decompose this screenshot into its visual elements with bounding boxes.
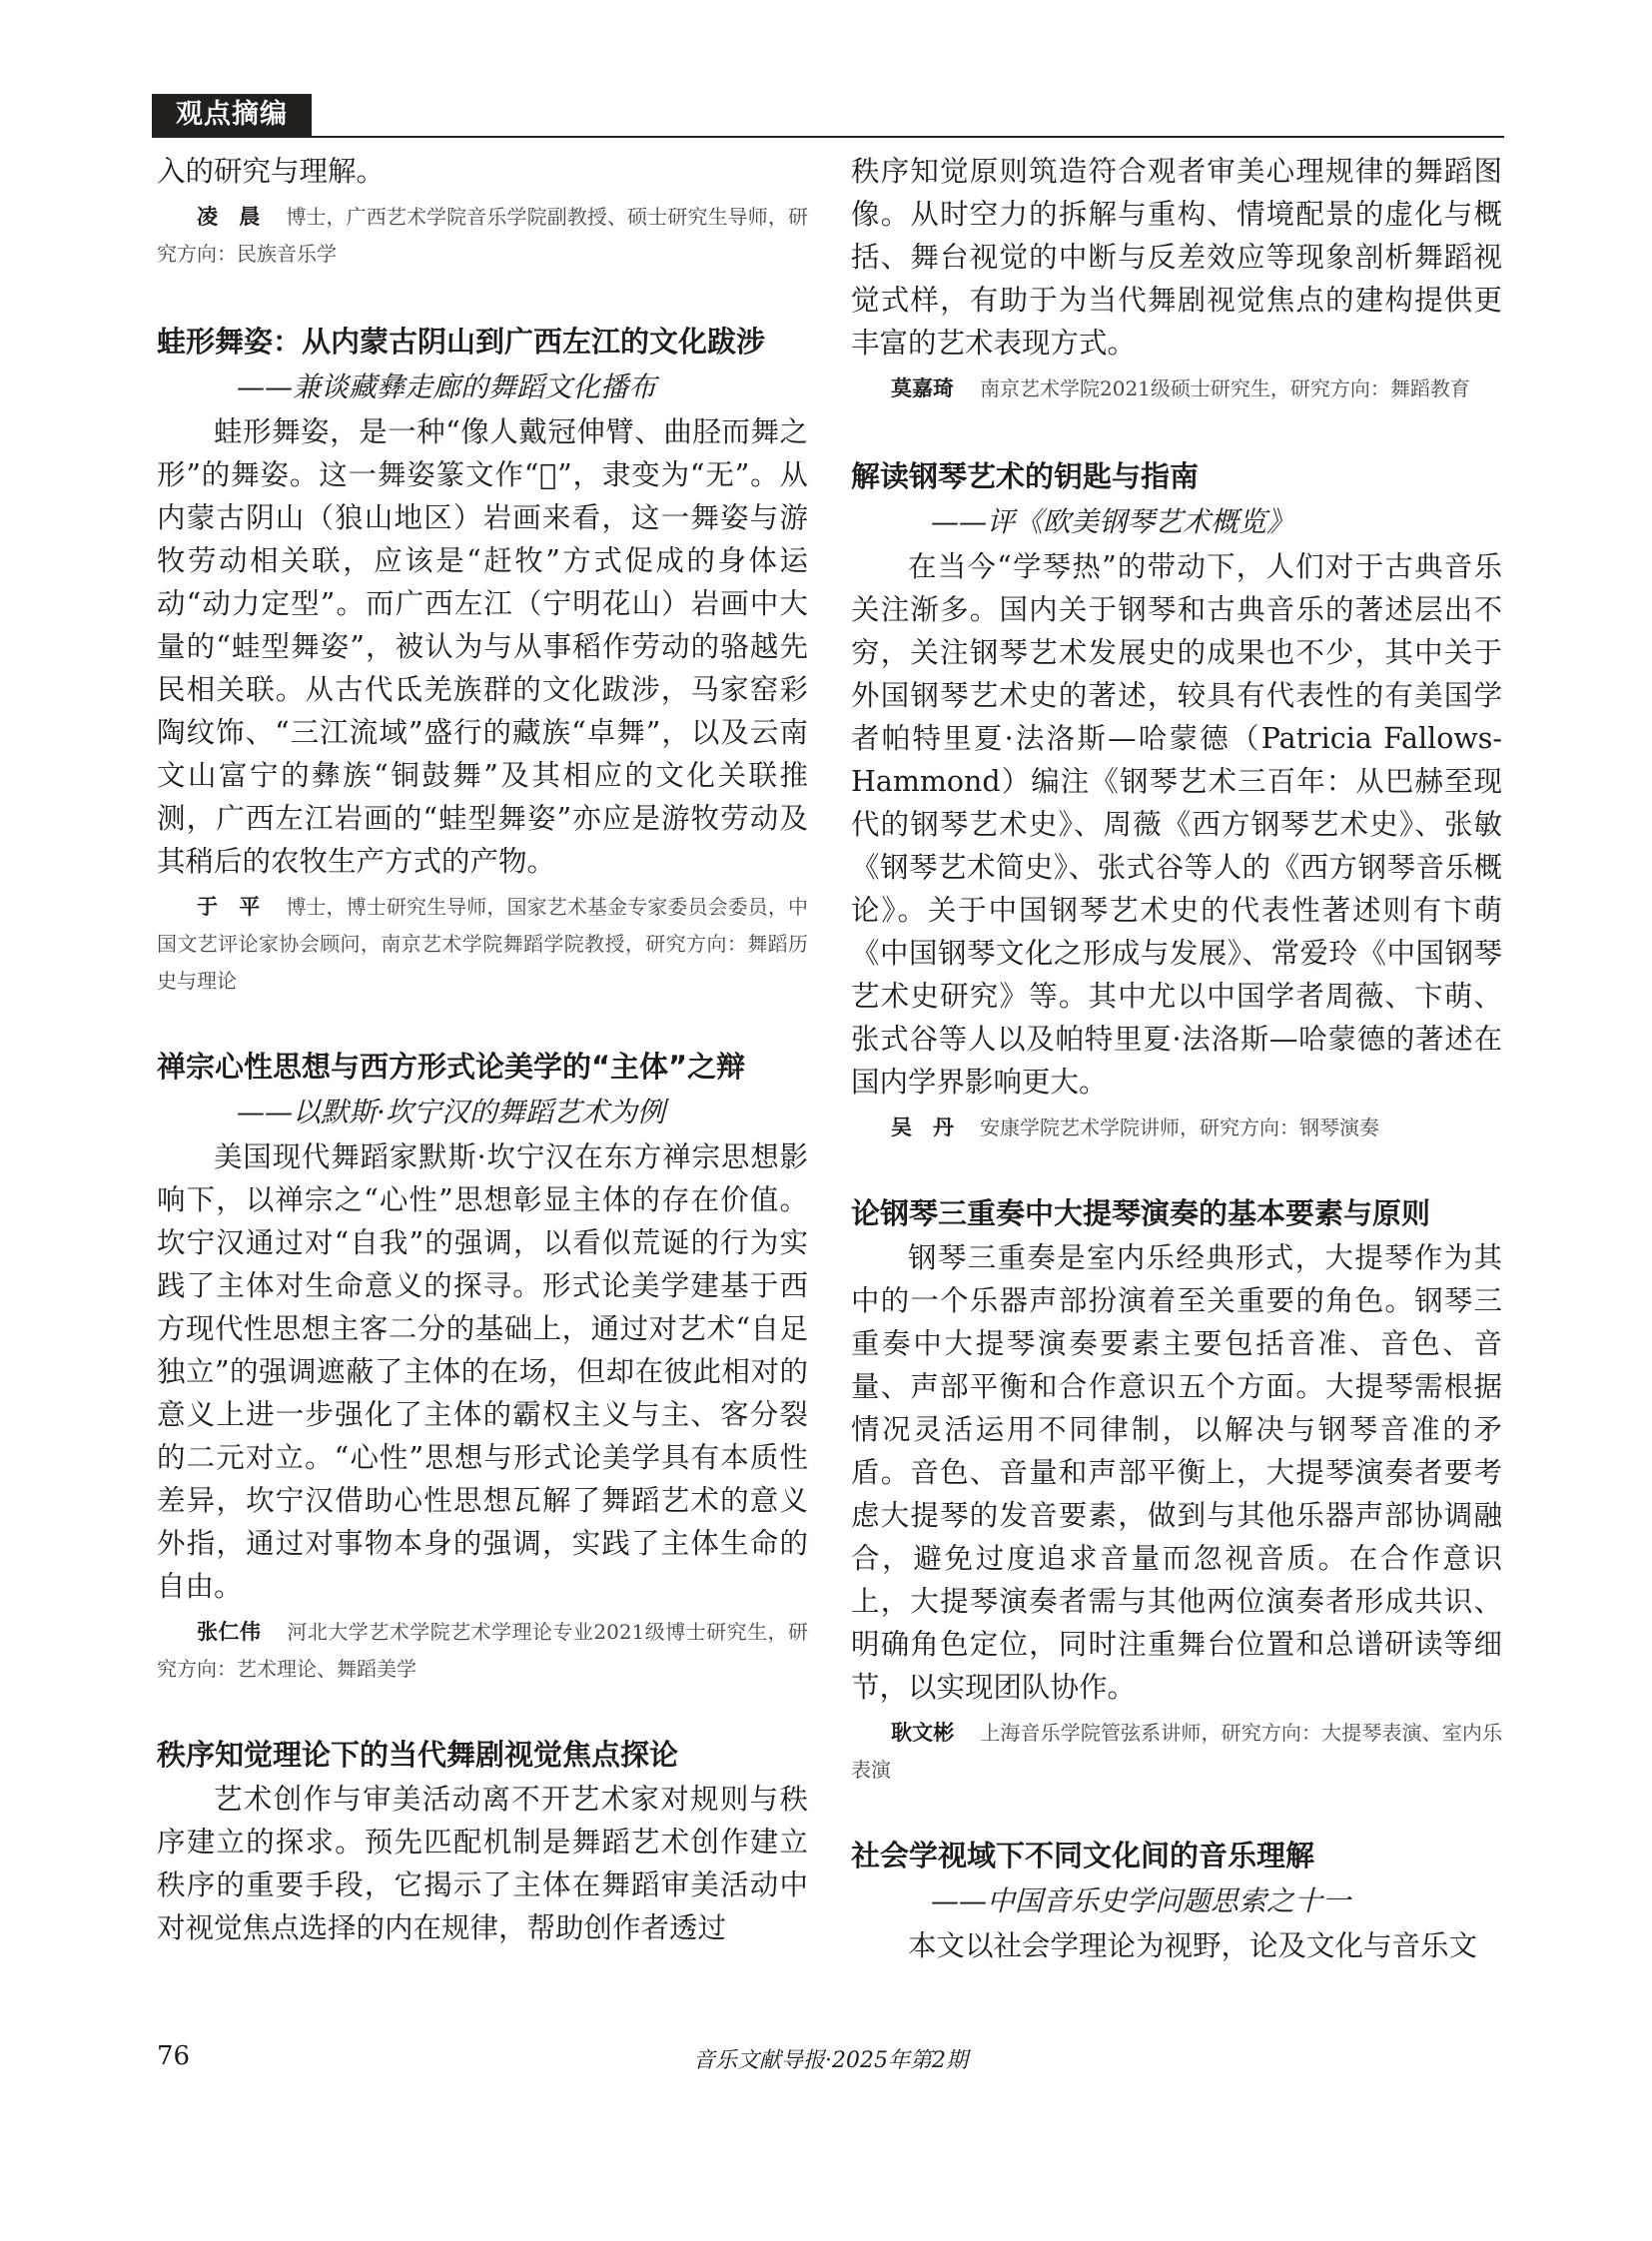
article-subtitle: ——兼谈藏彝走廊的舞蹈文化播布 (237, 371, 657, 403)
author-name: 于 平 (197, 895, 261, 919)
author-name: 凌 晨 (197, 205, 261, 229)
article-title: 秩序知觉理论下的当代舞剧视觉焦点探论 (157, 1738, 679, 1772)
page-header (152, 94, 1504, 140)
author-note (851, 371, 1502, 407)
page-number: 76 (157, 2041, 191, 2071)
lead-paragraph: 入的研究与理解。 (157, 155, 386, 188)
article-body: 蛙形舞姿，是一种“像人戴冠伸臂、曲胫而舞之形”的舞姿。这一舞姿篆文作“𠙚”，隶变为“无”。从内蒙古阴山（狼山地区）岩画来看，这一舞姿与游牧劳动相关联，应该是“赶牧”方式促成的身体运动“动力定型”。而广西左江（宁明花山）岩画中大量的“蛙型舞姿”，被认为与从事稻作劳动的骆越先民相关联。从古代氐羌族群的文化跋涉，马家窑彩陶纹饰、“三江流域”盛行的藏族“卓舞”，以及云南文山富宁的彝族“铜鼓舞”及其相应的文化关联推测，广西左江岩画的“蛙型舞姿”亦应是游牧劳动及其稍后的农牧生产方式的产物。 (157, 415, 808, 878)
author-bio: 博士，博士研究生导师，国家艺术基金专家委员会委员，中国文艺评论家协会顾问，南京艺术学院舞蹈学院教授，研究方向：舞蹈历史与理论 (157, 895, 809, 993)
article-body: 在当今“学琴热”的带动下，人们对于古典音乐关注渐多。国内关于钢琴和古典音乐的著述层出不穷，关注钢琴艺术发展史的成果也不少，其中关于外国钢琴艺术史的著述，较具有代表性的有美国学者帕特里夏·法洛斯—哈蒙德（Patricia Fallows-Hammond）编注《钢琴艺术三百年：从巴赫至现代的钢琴艺术史》、周薇《西方钢琴艺术史》、张敏《钢琴艺术简史》、张式谷等人的《西方钢琴音乐概论》。关于中国钢琴艺术史的代表性著述则有卞萌《中国钢琴文化之形成与发展》、常爱玲《中国钢琴艺术史研究》等。其中尤以中国学者周薇、卞萌、张式谷等人以及帕特里夏·法洛斯—哈蒙德的著述在国内学界影响更大。 (851, 550, 1502, 1099)
article-title: 论钢琴三重奏中大提琴演奏的基本要素与原则 (851, 1196, 1431, 1230)
article-body: 本文以社会学理论为视野，论及文化与音乐文 (908, 1929, 1478, 1962)
author-bio: 河北大学艺术学院艺术学理论专业2021级博士研究生，研究方向：艺术理论、舞蹈美学 (157, 1620, 809, 1681)
author-note (851, 1110, 1502, 1146)
author-bio: 南京艺术学院2021级硕士研究生，研究方向：舞蹈教育 (980, 376, 1470, 400)
article-subtitle: ——以默斯·坎宁汉的舞蹈艺术为例 (237, 1096, 665, 1128)
article-body: 美国现代舞蹈家默斯·坎宁汉在东方禅宗思想影响下，以禅宗之“心性”思想彰显主体的存在价值。坎宁汉通过对“自我”的强调，以看似荒诞的行为实践了主体对生命意义的探寻。形式论美学建基于西方现代性思想主客二分的基础上，通过对艺术“自足独立”的强调遮蔽了主体的在场，但却在彼此相对的意义上进一步强化了主体的霸权主义与主、客分裂的二元对立。“心性”思想与形式论美学具有本质性差异，坎宁汉借助心性思想瓦解了舞蹈艺术的意义外指，通过对事物本身的强调，实践了主体生命的自由。 (157, 1140, 808, 1603)
author-note (157, 199, 808, 273)
article-title: 禅宗心性思想与西方形式论美学的“主体”之辩 (157, 1050, 746, 1084)
author-name: 耿文彬 (891, 1721, 955, 1745)
article-title: 蛙形舞姿：从内蒙古阴山到广西左江的文化跋涉 (157, 325, 766, 359)
continuation-paragraph: 秩序知觉原则筑造符合观者审美心理规律的舞蹈图像。从时空力的拆解与重构、情境配景的虚化与概括、舞台视觉的中断与反差效应等现象剖析舞蹈视觉式样，有助于为当代舞剧视觉焦点的建构提供更丰富的艺术表现方式。 (851, 155, 1502, 360)
right-column (851, 150, 1502, 1967)
author-name: 吴 丹 (891, 1116, 954, 1139)
author-note (157, 889, 808, 1000)
article-subtitle: ——评《欧美钢琴艺术概览》 (931, 505, 1295, 538)
article (157, 319, 808, 1000)
author-bio: 安康学院艺术学院讲师，研究方向：钢琴演奏 (980, 1116, 1379, 1139)
article-subtitle: ——中国音乐史学问题思索之十一 (931, 1884, 1351, 1917)
header-rule (152, 136, 1504, 138)
author-note (157, 1614, 808, 1688)
author-name: 张仁伟 (197, 1620, 262, 1644)
article-title: 解读钢琴艺术的钥匙与指南 (851, 459, 1200, 493)
author-note (851, 1715, 1502, 1789)
article (851, 453, 1502, 1146)
article (157, 1044, 808, 1688)
author-bio: 上海音乐学院管弦系讲师，研究方向：大提琴表演、室内乐表演 (851, 1721, 1503, 1782)
journal-issue: 音乐文献导报·2025年第2期 (693, 2048, 968, 2073)
left-column (157, 150, 808, 1949)
author-bio: 博士，广西艺术学院音乐学院副教授、硕士研究生导师，研究方向：民族音乐学 (157, 205, 809, 266)
page-footer (157, 2041, 1504, 2081)
article-body: 艺术创作与审美活动离不开艺术家对规则与秩序建立的探求。预先匹配机制是舞蹈艺术创作建立秩序的重要手段，它揭示了主体在舞蹈审美活动中对视觉焦点选择的内在规律，帮助创作者透过 (157, 1783, 808, 1944)
section-tag: 观点摘编 (152, 94, 312, 136)
article (851, 1833, 1502, 1967)
author-name: 莫嘉琦 (891, 376, 954, 400)
article (157, 1732, 808, 1949)
article-title: 社会学视域下不同文化间的音乐理解 (851, 1839, 1315, 1872)
article (851, 1190, 1502, 1789)
article-body: 钢琴三重奏是室内乐经典形式，大提琴作为其中的一个乐器声部扮演着至关重要的角色。钢琴三重奏中大提琴演奏要素主要包括音准、音色、音量、声部平衡和合作意识五个方面。大提琴需根据情况灵活运用不同律制，以解决与钢琴音准的矛盾。音色、音量和声部平衡上，大提琴演奏者要考虑大提琴的发音要素，做到与其他乐器声部协调融合，避免过度追求音量而忽视音质。在合作意识上，大提琴演奏者需与其他两位演奏者形成共识、明确角色定位，同时注重舞台位置和总谱研读等细节，以实现团队协作。 (851, 1241, 1502, 1704)
